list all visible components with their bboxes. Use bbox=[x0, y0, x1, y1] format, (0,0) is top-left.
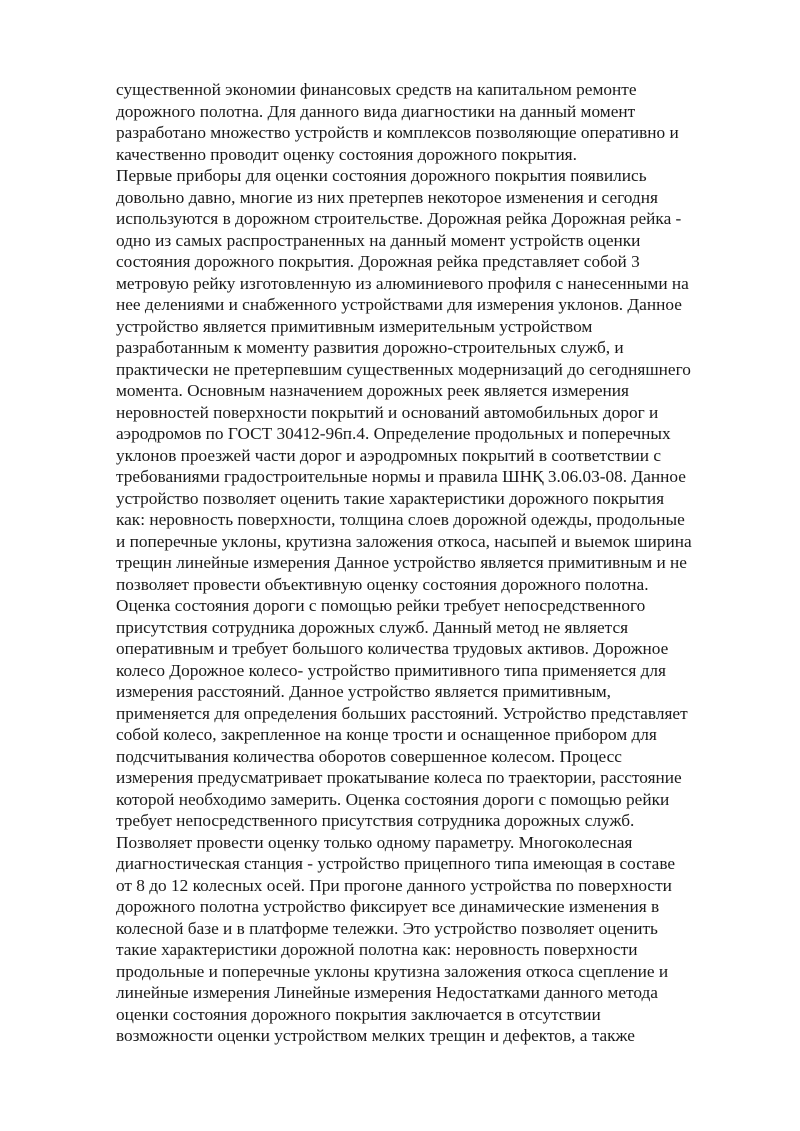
text-line: существенной экономии финансовых средств на капитальном ремонте bbox=[116, 80, 637, 99]
text-line: практически не претерпевшим существенных модернизаций до сегодняшнего bbox=[116, 359, 691, 379]
text-line: уклонов проезжей части дорог и аэродромных покрытий в соответствии с bbox=[116, 445, 661, 465]
text-line: оперативным и требует большого количества трудовых активов. Дорожное bbox=[116, 639, 669, 658]
text-line: дорожного полотна устройство фиксирует все динамические изменения в bbox=[116, 897, 660, 916]
text-line: собой колесо, закрепленное на конце трости и оснащенное прибором для bbox=[116, 725, 657, 744]
text-line: требует непосредственного присутствия сотрудника дорожных служб. bbox=[116, 811, 635, 830]
text-line: которой необходимо замерить. Оценка состояния дороги с помощью рейки bbox=[116, 789, 670, 809]
text-line: от 8 до 12 колесных осей. При прогоне данного устройства по поверхности bbox=[116, 875, 672, 895]
text-line: позволяет провести объективную оценку состояния дорожного полотна. bbox=[116, 574, 649, 594]
text-line: подсчитывания количества оборотов совершенное колесом. Процесс bbox=[116, 746, 622, 766]
text-line: такие характеристики дорожной полотна как: неровность поверхности bbox=[116, 940, 638, 959]
text-line: возможности оценки устройством мелких трещин и дефектов, а также bbox=[116, 1026, 635, 1045]
text-line: требованиями градостроительные нормы и правила ШНҚ 3.06.03-08. Данное bbox=[116, 467, 686, 486]
text-line: Оценка состояния дороги с помощью рейки требует непосредственного bbox=[116, 596, 646, 615]
text-line: неровностей поверхности покрытий и оснований автомобильных дорог и bbox=[116, 402, 659, 422]
text-line: Первые приборы для оценки состояния дорожного покрытия появились bbox=[116, 166, 647, 185]
text-line: используются в дорожном строительстве. Дорожная рейка Дорожная рейка - bbox=[116, 209, 682, 228]
text-line: применяется для определения больших расстояний. Устройство представляет bbox=[116, 703, 688, 723]
text-line: дорожного полотна. Для данного вида диагностики на данный момент bbox=[116, 101, 636, 121]
text-line: измерения расстояний. Данное устройство является примитивным, bbox=[116, 682, 611, 701]
text-line: устройство является примитивным измерительным устройством bbox=[116, 316, 593, 336]
text-line: нее делениями и снабженного устройствами для измерения уклонов. Данное bbox=[116, 295, 682, 314]
text-line: колесо Дорожное колесо- устройство примитивного типа применяется для bbox=[116, 660, 666, 680]
text-line: присутствия сотрудника дорожных служб. Данный метод не является bbox=[116, 617, 629, 637]
text-line: момента. Основным назначением дорожных реек является измерения bbox=[116, 381, 630, 400]
text-line: разработанным к моменту развития дорожно-строительных служб, и bbox=[116, 338, 624, 357]
text-line: одно из самых распространенных на данный момент устройств оценки bbox=[116, 230, 641, 250]
text-line: состояния дорожного покрытия. Дорожная рейка представляет собой 3 bbox=[116, 252, 640, 271]
text-line: диагностическая станция - устройство прицепного типа имеющая в составе bbox=[116, 854, 676, 873]
text-line: Позволяет провести оценку только одному параметру. Многоколесная bbox=[116, 832, 633, 852]
text-line: трещин линейные измерения Данное устройство является примитивным и не bbox=[116, 553, 687, 572]
text-line: качественно проводит оценку состояния дорожного покрытия. bbox=[116, 144, 577, 164]
text-line: как: неровность поверхности, толщина слоев дорожной одежды, продольные bbox=[116, 510, 685, 529]
text-line: линейные измерения Линейные измерения Недостатками данного метода bbox=[116, 983, 658, 1002]
text-line: и поперечные уклоны, крутизна заложения откоса, насыпей и выемок ширина bbox=[116, 531, 692, 551]
text-line: метровую рейку изготовленную из алюминиевого профиля с нанесенными на bbox=[116, 273, 689, 293]
text-line: измерения предусматривает прокатывание колеса по траектории, расстояние bbox=[116, 768, 682, 787]
text-line: разработано множество устройств и комплексов позволяющие оперативно и bbox=[116, 123, 679, 142]
text-line: колесной базе и в платформе тележки. Это устройство позволяет оценить bbox=[116, 918, 658, 938]
text-line: довольно давно, многие из них претерпев некоторое изменения и сегодня bbox=[116, 187, 658, 207]
text-line: продольные и поперечные уклоны крутизна заложения откоса сцепление и bbox=[116, 961, 669, 981]
text-line: оценки состояния дорожного покрытия заключается в отсутствии bbox=[116, 1004, 601, 1024]
text-line: аэродромов по ГОСТ 30412-96п.4. Определение продольных и поперечных bbox=[116, 424, 671, 443]
text-line: устройство позволяет оценить такие характеристики дорожного покрытия bbox=[116, 488, 665, 508]
body-text bbox=[116, 79, 746, 1047]
